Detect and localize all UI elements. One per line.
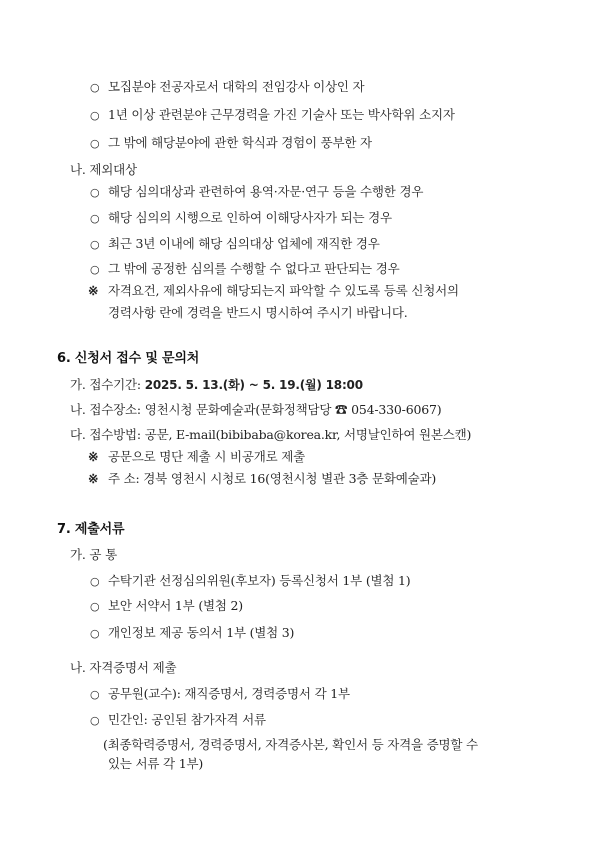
submission-method: 다. 접수방법: 공문, E-mail(bibibaba@korea.kr, 서명날인하여 원본스캔) (70, 427, 472, 442)
exclusion-title: 나. 제외대상 (70, 162, 137, 177)
submission-note-1: ※ 공문으로 명단 제출 시 비공개로 제출 (88, 449, 305, 464)
common-document-1: ○ 수탁기관 선정심의위원(후보자) 등록신청서 1부 (별첨 1) (90, 573, 411, 588)
exclusion-note-continued: 경력사항 란에 경력을 반드시 명시하여 주시기 바랍니다. (108, 305, 408, 320)
reference-mark-icon: ※ (88, 471, 99, 486)
certificate-detail: (최종학력증명서, 경력증명서, 자격증사본, 확인서 등 자격을 증명할 수 (103, 737, 478, 752)
circle-bullet-icon: ○ (90, 575, 100, 588)
exclusion-note: ※ 자격요건, 제외사유에 해당되는지 파악할 수 있도록 등록 신청서의 (88, 283, 459, 298)
circle-bullet-icon: ○ (90, 238, 100, 251)
certificate-item-1: ○ 공무원(교수): 재직증명서, 경력증명서 각 1부 (90, 686, 350, 701)
submission-place: 나. 접수장소: 영천시청 문화예술과(문화정책담당 ☎ 054-330-6067) (70, 402, 442, 417)
qualification-item-2: ○ 1년 이상 관련분야 근무경력을 가진 기술사 또는 박사학위 소지자 (90, 107, 455, 122)
exclusion-item-3: ○ 최근 3년 이내에 해당 심의대상 업체에 재직한 경우 (90, 236, 380, 251)
section-6-title: 6. 신청서 접수 및 문의처 (57, 351, 200, 366)
reference-mark-icon: ※ (88, 283, 99, 298)
section-7-title: 7. 제출서류 (57, 522, 125, 537)
certificate-item-2: ○ 민간인: 공인된 참가자격 서류 (90, 712, 266, 727)
exclusion-item-4: ○ 그 밖에 공정한 심의를 수행할 수 없다고 판단되는 경우 (90, 261, 400, 276)
qualification-item-3: ○ 그 밖에 해당분야에 관한 학식과 경험이 풍부한 자 (90, 135, 372, 150)
certificate-detail-continued: 있는 서류 각 1부) (108, 756, 204, 771)
circle-bullet-icon: ○ (90, 600, 100, 613)
circle-bullet-icon: ○ (90, 263, 100, 276)
circle-bullet-icon: ○ (90, 714, 100, 727)
submission-period-value: 2025. 5. 13.(화) ~ 5. 19.(월) 18:00 (144, 378, 363, 392)
circle-bullet-icon: ○ (90, 688, 100, 701)
submission-period: 가. 접수기간: 2025. 5. 13.(화) ~ 5. 19.(월) 18:00 (70, 377, 363, 392)
exclusion-item-2: ○ 해당 심의의 시행으로 인하여 이해당사자가 되는 경우 (90, 210, 392, 225)
common-document-3: ○ 개인정보 제공 동의서 1부 (별첨 3) (90, 625, 295, 640)
common-documents-title: 가. 공 통 (70, 547, 117, 562)
circle-bullet-icon: ○ (90, 137, 100, 150)
reference-mark-icon: ※ (88, 449, 99, 464)
circle-bullet-icon: ○ (90, 627, 100, 640)
submission-note-2: ※ 주 소: 경북 영천시 시청로 16(영천시청 별관 3층 문화예술과) (88, 471, 437, 486)
circle-bullet-icon: ○ (90, 212, 100, 225)
common-document-2: ○ 보안 서약서 1부 (별첨 2) (90, 598, 243, 613)
certificate-title: 나. 자격증명서 제출 (70, 660, 177, 675)
circle-bullet-icon: ○ (90, 186, 100, 199)
circle-bullet-icon: ○ (90, 109, 100, 122)
circle-bullet-icon: ○ (90, 81, 100, 94)
qualification-item-1: ○ 모집분야 전공자로서 대학의 전임강사 이상인 자 (90, 79, 365, 94)
exclusion-item-1: ○ 해당 심의대상과 관련하여 용역·자문·연구 등을 수행한 경우 (90, 184, 424, 199)
